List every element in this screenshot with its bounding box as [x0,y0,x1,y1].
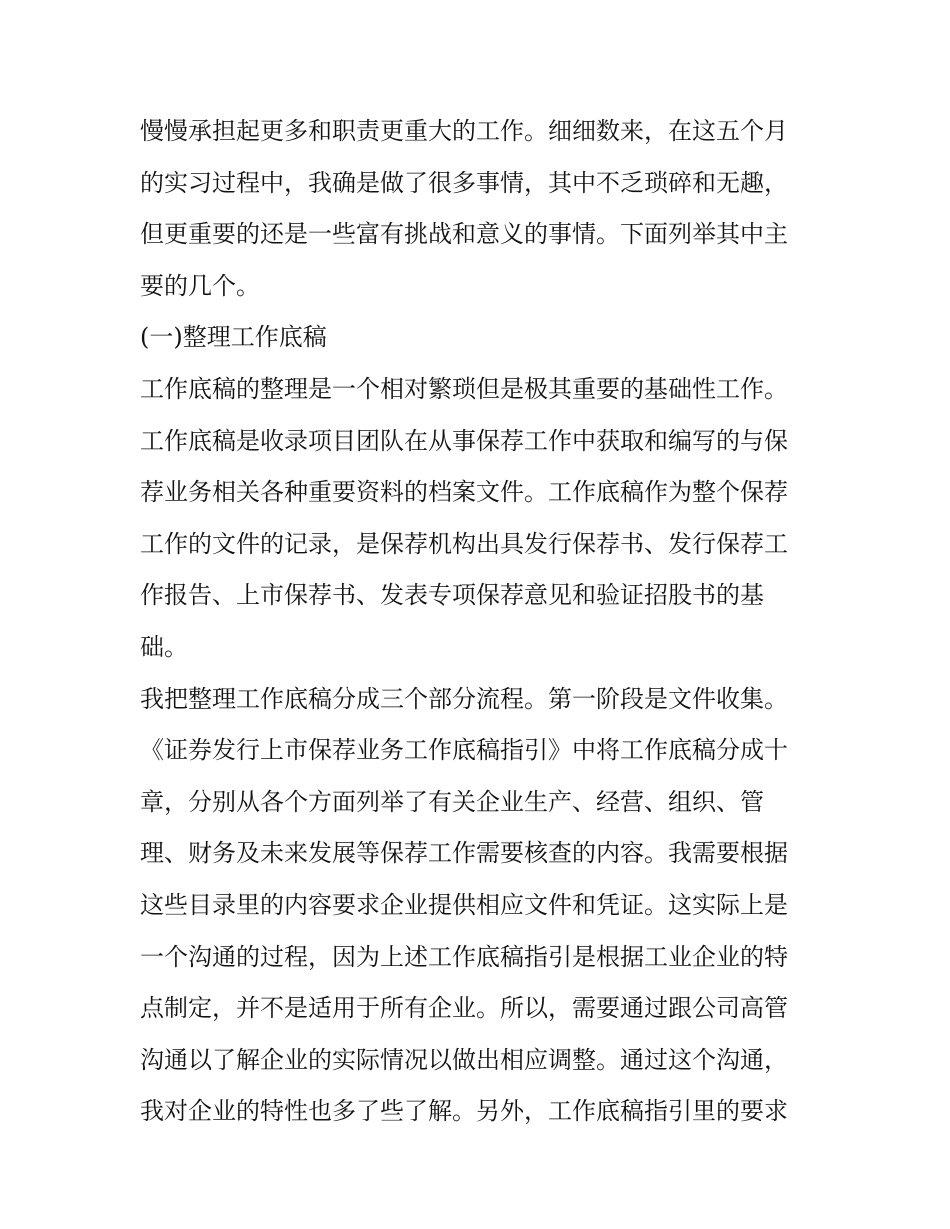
section-heading: (一)整理工作底稿 [140,323,327,352]
paragraph-line: 理、财务及未来发展等保荐工作需要核查的内容。我需要根据 [140,839,788,868]
paragraph-line: 工作的文件的记录，是保荐机构出具发行保荐书、发行保荐工 [140,529,788,558]
paragraph-line: 工作底稿的整理是一个相对繁琐但是极其重要的基础性工作。 [140,374,788,403]
paragraph-line: 作报告、上市保荐书、发表专项保荐意见和验证招股书的基 [140,581,764,610]
paragraph-line: 这些目录里的内容要求企业提供相应文件和凭证。这实际上是 [140,890,788,919]
paragraph-line: 章，分别从各个方面列举了有关企业生产、经营、组织、管 [140,787,764,816]
paragraph-line: 工作底稿是收录项目团队在从事保荐工作中获取和编写的与保 [140,426,788,455]
paragraph-line: 点制定，并不是适用于所有企业。所以，需要通过跟公司高管 [140,994,788,1023]
document-body [140,106,830,1138]
paragraph-line: 础。 [140,632,188,661]
paragraph-line: 荐业务相关各种重要资料的档案文件。工作底稿作为整个保荐 [140,478,788,507]
paragraph-line: 要的几个。 [140,271,260,300]
paragraph-line: 我对企业的特性也多了些了解。另外，工作底稿指引里的要求 [140,1097,788,1126]
paragraph-line: 一个沟通的过程，因为上述工作底稿指引是根据工业企业的特 [140,942,788,971]
paragraph-line: 《证券发行上市保荐业务工作底稿指引》中将工作底稿分成十 [140,736,788,765]
paragraph-line: 慢慢承担起更多和职责更重大的工作。细细数来，在这五个月 [140,117,788,145]
paragraph-line: 我把整理工作底稿分成三个部分流程。第一阶段是文件收集。 [140,684,788,713]
paragraph-line: 但更重要的还是一些富有挑战和意义的事情。下面列举其中主 [140,220,788,249]
paragraph-line: 沟通以了解企业的实际情况以做出相应调整。通过这个沟通， [140,1045,788,1074]
paragraph-line: 的实习过程中，我确是做了很多事情，其中不乏琐碎和无趣， [140,168,788,197]
